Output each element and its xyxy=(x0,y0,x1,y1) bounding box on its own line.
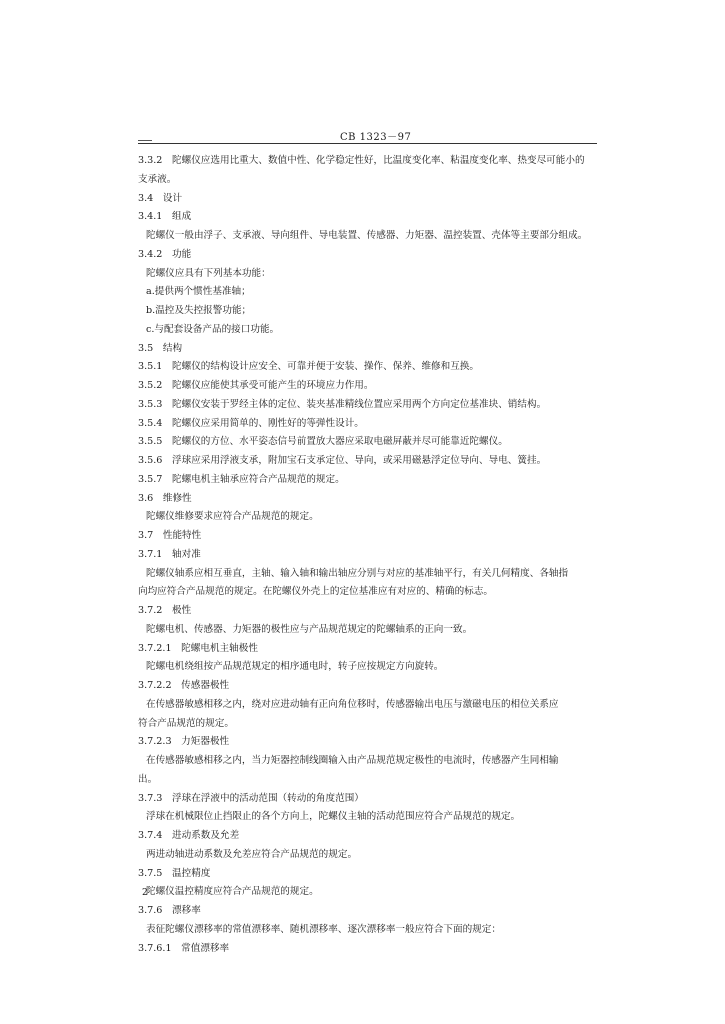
text-line: 向均应符合产品规范的规定。在陀螺仪外壳上的定位基准应有对应的、精确的标志。 xyxy=(138,586,493,598)
text-line: 3.7.2.2 传感器极性 xyxy=(138,680,230,691)
text-line: 3.7.5 温控精度 xyxy=(138,867,211,879)
page-number: 2 xyxy=(142,888,148,898)
text-line: 陀螺电机、传感器、力矩器的极性应与产品规范规定的陀螺轴系的正向一致。 xyxy=(146,623,473,635)
text-line: 3.5.7 陀螺电机主轴承应符合产品规范的规定。 xyxy=(138,473,345,485)
text-line: 在传感器敏感相移之内，当力矩器控制线圈输入由产品规范规定极性的电流时，传感器产生同相输 xyxy=(146,755,559,766)
text-line: 3.7.2.1 陀螺电机主轴极性 xyxy=(138,642,258,654)
text-line: 3.5.6 浮球应采用浮液支承，附加宝石支承定位、导向，或采用磁悬浮定位导向、导电、簧挂。 xyxy=(138,455,547,466)
text-line: 3.3.2 陀螺仪应选用比重大、数值中性、化学稳定性好，比温度变化率、粘温度变化率、热变尽可能小的 xyxy=(138,155,585,166)
text-line: 3.7.6 漂移率 xyxy=(138,905,201,916)
text-line: 3.5.5 陀螺仪的方位、水平姿态信号前置放大器应采取电磁屏蔽并尽可能靠近陀螺仪。 xyxy=(138,436,508,448)
text-line: 3.5 结构 xyxy=(138,342,183,354)
text-line: 3.7.6.1 常值漂移率 xyxy=(138,942,230,954)
text-line: 3.6 维修性 xyxy=(138,492,192,504)
text-line: 支承液。 xyxy=(138,173,177,185)
text-line: 表征陀螺仪漂移率的常值漂移率、随机漂移率、逐次漂移率一般应符合下面的规定： xyxy=(146,923,501,935)
text-line: 3.7.3 浮球在浮液中的活动范围（转动的角度范围） xyxy=(138,792,364,804)
document-body xyxy=(138,152,600,958)
text-line: 3.7.2 极性 xyxy=(138,605,192,616)
text-line: 3.4.2 功能 xyxy=(138,248,192,260)
text-line: 浮球在机械限位止挡限止的各个方向上，陀螺仪主轴的活动范围应符合产品规范的规定。 xyxy=(146,811,521,823)
text-line: c.与配套设备产品的接口功能。 xyxy=(146,323,280,335)
text-line: 3.7.4 进动系数及允差 xyxy=(138,830,240,841)
text-line: 3.7.2.3 力矩器极性 xyxy=(138,736,230,748)
text-line: 在传感器敏感相移之内，绕对应进动轴有正向角位移时，传感器输出电压与激磁电压的相位关系应 xyxy=(146,698,559,710)
text-line: 3.5.4 陀螺仪应采用简单的、刚性好的等弹性设计。 xyxy=(138,417,364,429)
text-line: 3.4 设计 xyxy=(138,192,183,204)
text-line: 3.5.2 陀螺仪应能使其承受可能产生的环境应力作用。 xyxy=(138,380,374,391)
text-line: 3.5.3 陀螺仪安装于罗经主体的定位、装夹基准精线位置应采用两个方向定位基准块、销结构。 xyxy=(138,398,547,410)
text-line: 3.7.1 轴对准 xyxy=(138,548,201,560)
header-rule xyxy=(138,143,597,144)
text-line: b.温控及失控报警功能； xyxy=(146,305,252,316)
text-line: 陀螺电机绕组按产品规范规定的相序通电时，转子应按规定方向旋转。 xyxy=(146,661,444,673)
text-line: 两进动轴进动系数及允差应符合产品规范的规定。 xyxy=(146,848,358,860)
text-line: 3.5.1 陀螺仪的结构设计应安全、可靠并便于安装、操作、保养、维修和互换。 xyxy=(138,361,480,373)
text-line: 3.4.1 组成 xyxy=(138,211,192,223)
text-line: 陀螺仪维修要求应符合产品规范的规定。 xyxy=(146,511,319,523)
text-line: 陀螺仪一般由浮子、支承液、导向组件、导电装置、传感器、力矩器、温控装置、壳体等主要部分组成。 xyxy=(146,230,588,241)
text-line: 符合产品规范的规定。 xyxy=(138,717,234,729)
text-line: 陀螺仪温控精度应符合产品规范的规定。 xyxy=(146,886,319,898)
text-line: 3.7 性能特性 xyxy=(138,530,202,541)
standard-code: CB 1323－97 xyxy=(340,132,412,143)
text-line: 陀螺仪应具有下列基本功能： xyxy=(146,267,271,279)
text-line: 出。 xyxy=(138,773,158,785)
text-line: a.提供两个惯性基准轴； xyxy=(146,286,251,298)
text-line: 陀螺仪轴系应相互垂直，主轴、输入轴和输出轴应分别与对应的基准轴平行，有关几何精度、各轴指 xyxy=(146,567,569,579)
